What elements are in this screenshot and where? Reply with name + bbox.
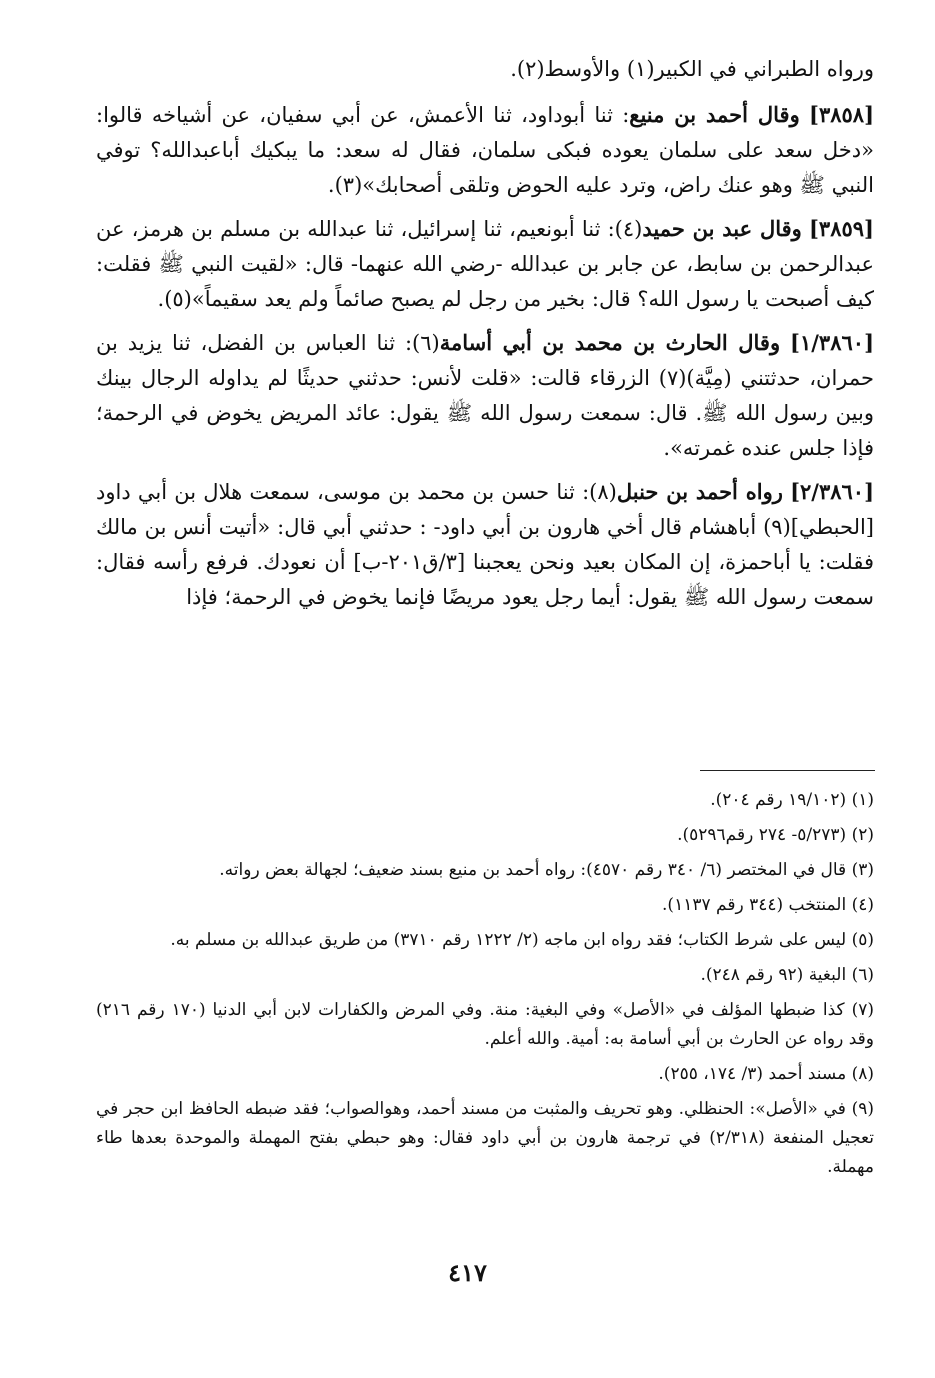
footnote: (٩) في «الأصل»: الحنظلي. وهو تحريف والمثبت من مسند أحمد، وهوالصواب؛ فقد ضبطه الحافظ ابن حجر في تعجيل المنفعة (٢/٣١٨) في ترجمة هارون بن أبي داود فقال: وهو حبطي بفتح المهملة والموحدة بعدها طاء مهملة. (96, 1099, 874, 1177)
footnote: (٥) ليس على شرط الكتاب؛ فقد رواه ابن ماجه (٢/ ١٢٢٢ رقم ٣٧١٠) من طريق عبدالله بن مسلم به. (170, 930, 874, 950)
footnote: (٧) كذا ضبطها المؤلف في «الأصل» وفي البغية: منة. وفي المرض والكفارات لابن أبي الدنيا (١٧٠ رقم ٢١٦) وقد رواه عن الحارث بن أبي أسامة به: أمية. والله أعلم. (96, 1000, 874, 1049)
footnote: (٣) قال في المختصر (٦/ ٣٤٠ رقم ٤٥٧٠): رواه أحمد بن منيع بسند ضعيف؛ لجهالة بعض رواته. (219, 860, 874, 880)
footnote: (٢) (٥/٢٧٣- ٢٧٤ رقم٥٢٩٦). (677, 825, 874, 845)
entry-heading: وقال أحمد بن منيع (629, 102, 800, 127)
page-number: ٤١٧ (448, 1258, 487, 1287)
intro-line: ورواه الطبراني في الكبير(١) والأوسط(٢). (510, 57, 874, 81)
entry-text: : ثنا أبوداود، ثنا الأعمش، عن أبي سفيان، عن أشياخه قالوا: «دخل سعد على سلمان يعوده فبكى سلمان، فقال له سعد: ما يبكيك أباعبدالله؟ توفي النبي ﷺ وهو عنك راض، وترد عليه الحوض وتلقى أصحابك»(٣). (96, 103, 874, 197)
footnote: (١) (١٩/١٠٢ رقم ٢٠٤). (710, 790, 874, 810)
entry-heading: رواه أحمد بن حنبل (616, 479, 783, 504)
footnote: (٤) المنتخب (٣٤٤ رقم ١١٣٧). (662, 895, 874, 915)
entry-text: (٤): ثنا أبونعيم، ثنا إسرائيل، ثنا عبدالله بن مسلم بن هرمز، عن عبدالرحمن بن سابط، عن جابر بن عبدالله -رضي الله عنهما- قال: «لقيت النبي ﷺ فقلت: كيف أصبحت يا رسول الله؟ قال: بخير من رجل لم يصبح صائماً ولم يعد سقيماً»(٥). (96, 217, 874, 311)
footnote: (٦) البغية (٩٢ رقم ٢٤٨). (700, 965, 874, 985)
entry-number: [٣٨٥٨] (809, 102, 874, 127)
entry-number: [٢/٣٨٦٠] (790, 479, 875, 504)
entry-3860-2 (96, 474, 874, 615)
entry-3858 (96, 97, 874, 203)
entry-number: [١/٣٨٦٠] (790, 330, 874, 355)
entry-3859 (96, 211, 874, 317)
entry-3860-1 (96, 325, 874, 466)
entry-text: (٨): ثنا حسن بن محمد بن موسى، سمعت هلال بن أبي داود [الحبطي](٩) أباهشام قال أخي هارون بن أبي داود- : حدثني أبي قال: «أتيت أنس بن مالك فقلت: يا أباحمزة، إن المكان بعيد ونحن يعجبنا [٣/ق٢٠١-ب] أن نعودك. فرفع رأسه فقال: سمعت رسول الله ﷺ يقول: أيما رجل يعود مريضًا فإنما يخوض في الرحمة؛ فإذا (96, 480, 874, 609)
entry-heading: وقال الحارث بن محمد بن أبي أسامة (439, 330, 781, 355)
footnote: (٨) مسند أحمد (٣/ ١٧٤، ٢٥٥). (658, 1064, 874, 1084)
main-text (96, 52, 874, 623)
entry-heading: وقال عبد بن حميد (642, 216, 802, 241)
footnotes (96, 786, 874, 1188)
entry-number: [٣٨٥٩] (808, 216, 874, 241)
entry-text: (٦): ثنا العباس بن الفضل، ثنا يزيد بن حمران، حدثتني (مِيَّة)(٧) الزرقاء قالت: «قلت لأنس: حدثني حديثًا لم يداوله الرجال بينك وبين رسول الله ﷺ. قال: سمعت رسول الله ﷺ يقول: عائد المريض يخوض في الرحمة؛ فإذا جلس عنده غمرته». (96, 331, 875, 460)
footnote-divider (700, 770, 875, 771)
